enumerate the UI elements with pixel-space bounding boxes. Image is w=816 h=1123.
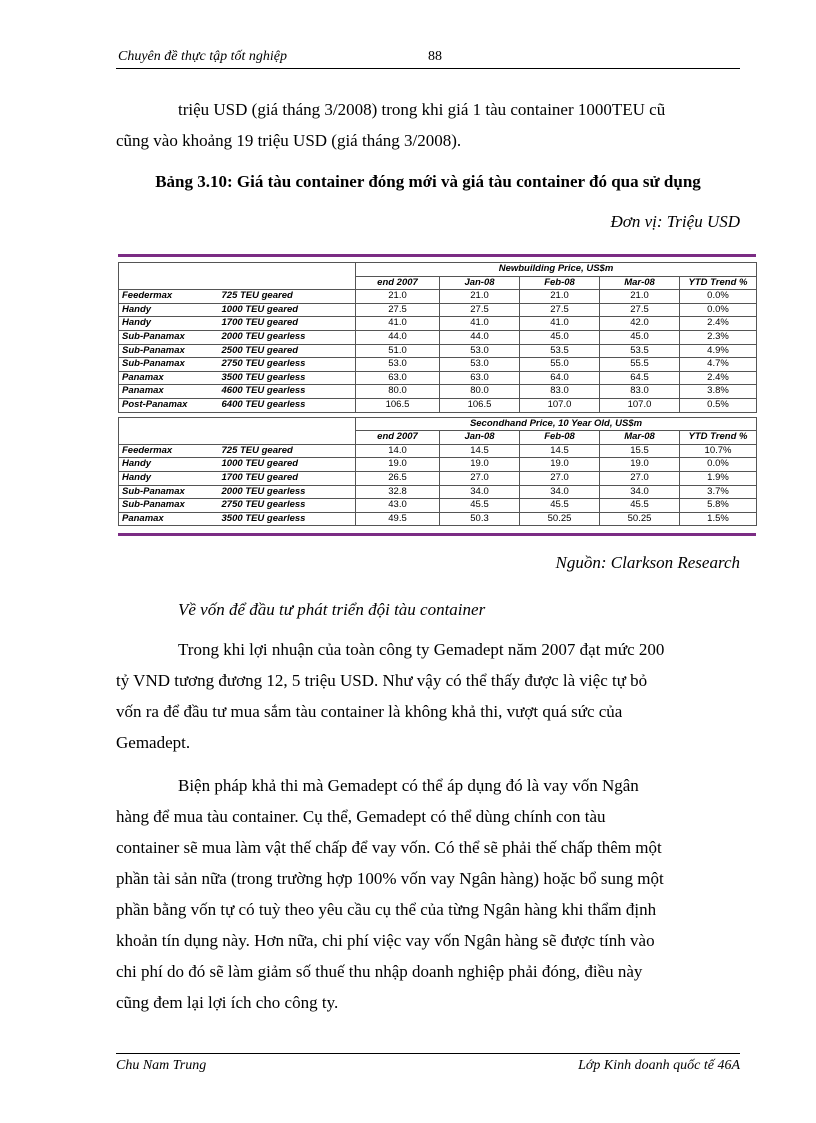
text-line: container sẽ mua làm vật thế chấp để vay vốn. Có thể sẽ phải thế chấp thêm một [116, 838, 662, 857]
price-cell: 19.0 [356, 458, 440, 472]
price-cell: 53.0 [440, 358, 520, 372]
ship-capacity: 3500 TEU gearless [219, 512, 356, 526]
column-header: end 2007 [356, 431, 440, 445]
text-line: hàng để mua tàu container. Cụ thể, Gemadept có thể dùng chính con tàu [116, 807, 606, 826]
price-cell: 50.3 [440, 512, 520, 526]
price-cell: 2.4% [680, 371, 757, 385]
text-line: Biện pháp khả thi mà Gemadept có thể áp dụng đó là vay vốn Ngân [178, 776, 639, 795]
section-blank-cell [119, 431, 356, 445]
ship-type: Handy [119, 471, 219, 485]
table-row [119, 458, 757, 472]
price-cell: 3.7% [680, 485, 757, 499]
price-cell: 107.0 [520, 398, 600, 412]
price-cell: 1.5% [680, 512, 757, 526]
price-cell: 3.8% [680, 385, 757, 399]
ship-type: Handy [119, 458, 219, 472]
price-cell: 21.0 [520, 290, 600, 304]
table-bottom-bar [118, 533, 756, 536]
price-cell: 14.5 [440, 444, 520, 458]
price-cell: 21.0 [356, 290, 440, 304]
price-cell: 44.0 [440, 330, 520, 344]
price-cell: 80.0 [440, 385, 520, 399]
price-cell: 21.0 [440, 290, 520, 304]
table-row [119, 371, 757, 385]
table-row [119, 330, 757, 344]
price-cell: 19.0 [440, 458, 520, 472]
price-cell: 80.0 [356, 385, 440, 399]
text-line: triệu USD (giá tháng 3/2008) trong khi giá 1 tàu container 1000TEU cũ [178, 100, 666, 119]
ship-capacity: 1000 TEU geared [219, 458, 356, 472]
price-cell: 27.5 [356, 303, 440, 317]
page-number: 88 [428, 49, 442, 64]
text-line: tỷ VND tương đương 12, 5 triệu USD. Như vậy có thể thấy được là việc tự bỏ [116, 671, 648, 690]
price-cell: 0.5% [680, 398, 757, 412]
ship-capacity: 2000 TEU gearless [219, 330, 356, 344]
ship-capacity: 1700 TEU geared [219, 317, 356, 331]
price-cell: 19.0 [600, 458, 680, 472]
price-cell: 51.0 [356, 344, 440, 358]
section-title-row [119, 417, 757, 431]
price-cell: 34.0 [440, 485, 520, 499]
table-row [119, 471, 757, 485]
price-table-container [118, 262, 756, 526]
column-header-row [119, 431, 757, 445]
ship-type: Sub-Panamax [119, 330, 219, 344]
column-header: Mar-08 [600, 276, 680, 290]
table-row [119, 303, 757, 317]
text-line: Trong khi lợi nhuận của toàn công ty Gemadept năm 2007 đạt mức 200 [178, 640, 665, 659]
unit-label: Đơn vị: Triệu USD [610, 212, 740, 231]
price-cell: 107.0 [600, 398, 680, 412]
column-header: Jan-08 [440, 276, 520, 290]
footer-author: Chu Nam Trung [116, 1058, 207, 1073]
table-row [119, 398, 757, 412]
price-cell: 45.0 [520, 330, 600, 344]
section-blank-cell [119, 276, 356, 290]
price-cell: 53.0 [356, 358, 440, 372]
table-row [119, 344, 757, 358]
price-cell: 27.0 [520, 471, 600, 485]
price-cell: 27.5 [440, 303, 520, 317]
ship-type: Handy [119, 317, 219, 331]
ship-type: Handy [119, 303, 219, 317]
price-cell: 106.5 [356, 398, 440, 412]
ship-capacity: 3500 TEU gearless [219, 371, 356, 385]
ship-capacity: 6400 TEU gearless [219, 398, 356, 412]
ship-capacity: 4600 TEU gearless [219, 385, 356, 399]
source-note: Nguồn: Clarkson Research [555, 553, 740, 572]
price-cell: 45.5 [440, 499, 520, 513]
column-header: YTD Trend % [680, 431, 757, 445]
price-cell: 43.0 [356, 499, 440, 513]
table-row [119, 444, 757, 458]
price-cell: 32.8 [356, 485, 440, 499]
price-cell: 49.5 [356, 512, 440, 526]
price-cell: 1.9% [680, 471, 757, 485]
price-cell: 53.5 [520, 344, 600, 358]
price-cell: 64.0 [520, 371, 600, 385]
ship-type: Panamax [119, 371, 219, 385]
ship-type: Feedermax [119, 444, 219, 458]
price-cell: 27.0 [600, 471, 680, 485]
price-cell: 53.0 [440, 344, 520, 358]
column-header: Jan-08 [440, 431, 520, 445]
price-cell: 4.7% [680, 358, 757, 372]
column-header: Feb-08 [520, 276, 600, 290]
price-cell: 50.25 [600, 512, 680, 526]
ship-type: Sub-Panamax [119, 358, 219, 372]
price-cell: 83.0 [520, 385, 600, 399]
column-header: YTD Trend % [680, 276, 757, 290]
ship-capacity: 725 TEU geared [219, 290, 356, 304]
text-line: vốn ra để đầu tư mua sắm tàu container là không khả thi, vượt quá sức của [116, 702, 623, 721]
price-cell: 50.25 [520, 512, 600, 526]
price-cell: 5.8% [680, 499, 757, 513]
paragraph-2 [116, 770, 740, 1018]
footer-class: Lớp Kinh doanh quốc tế 46A [578, 1058, 740, 1073]
price-table [118, 262, 757, 526]
price-cell: 106.5 [440, 398, 520, 412]
table-row [119, 358, 757, 372]
header-title: Chuyên đề thực tập tốt nghiệp [118, 49, 287, 64]
paragraph-1 [116, 634, 740, 758]
price-cell: 83.0 [600, 385, 680, 399]
intro-paragraph [116, 94, 740, 156]
header-rule [116, 68, 740, 69]
ship-type: Sub-Panamax [119, 344, 219, 358]
text-line: cũng đem lại lợi ích cho công ty. [116, 993, 339, 1012]
ship-capacity: 1700 TEU geared [219, 471, 356, 485]
column-header: end 2007 [356, 276, 440, 290]
section-subheading: Về vốn để đầu tư phát triển đội tàu container [178, 600, 486, 619]
price-cell: 34.0 [520, 485, 600, 499]
section-title-row [119, 263, 757, 277]
price-cell: 21.0 [600, 290, 680, 304]
price-cell: 27.5 [520, 303, 600, 317]
table-row [119, 499, 757, 513]
text-line: phần bằng vốn tự có tuỳ theo yêu cầu cụ thể của từng Ngân hàng khi thẩm định [116, 900, 657, 919]
ship-capacity: 2750 TEU gearless [219, 358, 356, 372]
price-cell: 0.0% [680, 303, 757, 317]
ship-capacity: 2750 TEU gearless [219, 499, 356, 513]
text-line: cũng vào khoảng 19 triệu USD (giá tháng 3/2008). [116, 131, 462, 150]
table-row [119, 485, 757, 499]
text-line: phần tài sản nữa (trong trường hợp 100% vốn vay Ngân hàng) hoặc bổ sung một [116, 869, 664, 888]
price-cell: 42.0 [600, 317, 680, 331]
price-cell: 45.5 [520, 499, 600, 513]
section-blank-cell [119, 417, 356, 431]
price-cell: 14.0 [356, 444, 440, 458]
price-cell: 55.0 [520, 358, 600, 372]
price-cell: 27.5 [600, 303, 680, 317]
ship-type: Panamax [119, 385, 219, 399]
footer-rule [116, 1053, 740, 1054]
price-cell: 45.0 [600, 330, 680, 344]
column-header-row [119, 276, 757, 290]
column-header: Feb-08 [520, 431, 600, 445]
price-cell: 41.0 [356, 317, 440, 331]
price-cell: 27.0 [440, 471, 520, 485]
price-cell: 41.0 [440, 317, 520, 331]
price-cell: 2.4% [680, 317, 757, 331]
table-row [119, 512, 757, 526]
ship-capacity: 1000 TEU geared [219, 303, 356, 317]
price-cell: 10.7% [680, 444, 757, 458]
section-title: Newbuilding Price, US$m [356, 263, 757, 277]
price-cell: 63.0 [356, 371, 440, 385]
price-cell: 0.0% [680, 458, 757, 472]
table-row [119, 385, 757, 399]
column-header: Mar-08 [600, 431, 680, 445]
price-cell: 41.0 [520, 317, 600, 331]
price-cell: 63.0 [440, 371, 520, 385]
table-row [119, 317, 757, 331]
ship-capacity: 725 TEU geared [219, 444, 356, 458]
ship-type: Panamax [119, 512, 219, 526]
price-cell: 34.0 [600, 485, 680, 499]
table-row [119, 290, 757, 304]
price-cell: 53.5 [600, 344, 680, 358]
price-cell: 15.5 [600, 444, 680, 458]
price-cell: 64.5 [600, 371, 680, 385]
ship-capacity: 2500 TEU geared [219, 344, 356, 358]
table-top-bar [118, 254, 756, 257]
text-line: Gemadept. [116, 733, 191, 752]
ship-type: Post-Panamax [119, 398, 219, 412]
price-cell: 4.9% [680, 344, 757, 358]
table-caption: Bảng 3.10: Giá tàu container đóng mới và giá tàu container đó qua sử dụng [155, 172, 701, 191]
ship-type: Feedermax [119, 290, 219, 304]
ship-type: Sub-Panamax [119, 485, 219, 499]
price-cell: 14.5 [520, 444, 600, 458]
section-title: Secondhand Price, 10 Year Old, US$m [356, 417, 757, 431]
price-cell: 26.5 [356, 471, 440, 485]
price-cell: 0.0% [680, 290, 757, 304]
text-line: khoản tín dụng này. Hơn nữa, chi phí việc vay vốn Ngân hàng sẽ được tính vào [116, 931, 655, 950]
text-line: chi phí do đó sẽ làm giảm số thuế thu nhập doanh nghiệp phải đóng, điều này [116, 962, 643, 981]
ship-type: Sub-Panamax [119, 499, 219, 513]
section-blank-cell [119, 263, 356, 277]
ship-capacity: 2000 TEU gearless [219, 485, 356, 499]
price-cell: 19.0 [520, 458, 600, 472]
price-cell: 44.0 [356, 330, 440, 344]
price-cell: 55.5 [600, 358, 680, 372]
price-cell: 2.3% [680, 330, 757, 344]
price-cell: 45.5 [600, 499, 680, 513]
